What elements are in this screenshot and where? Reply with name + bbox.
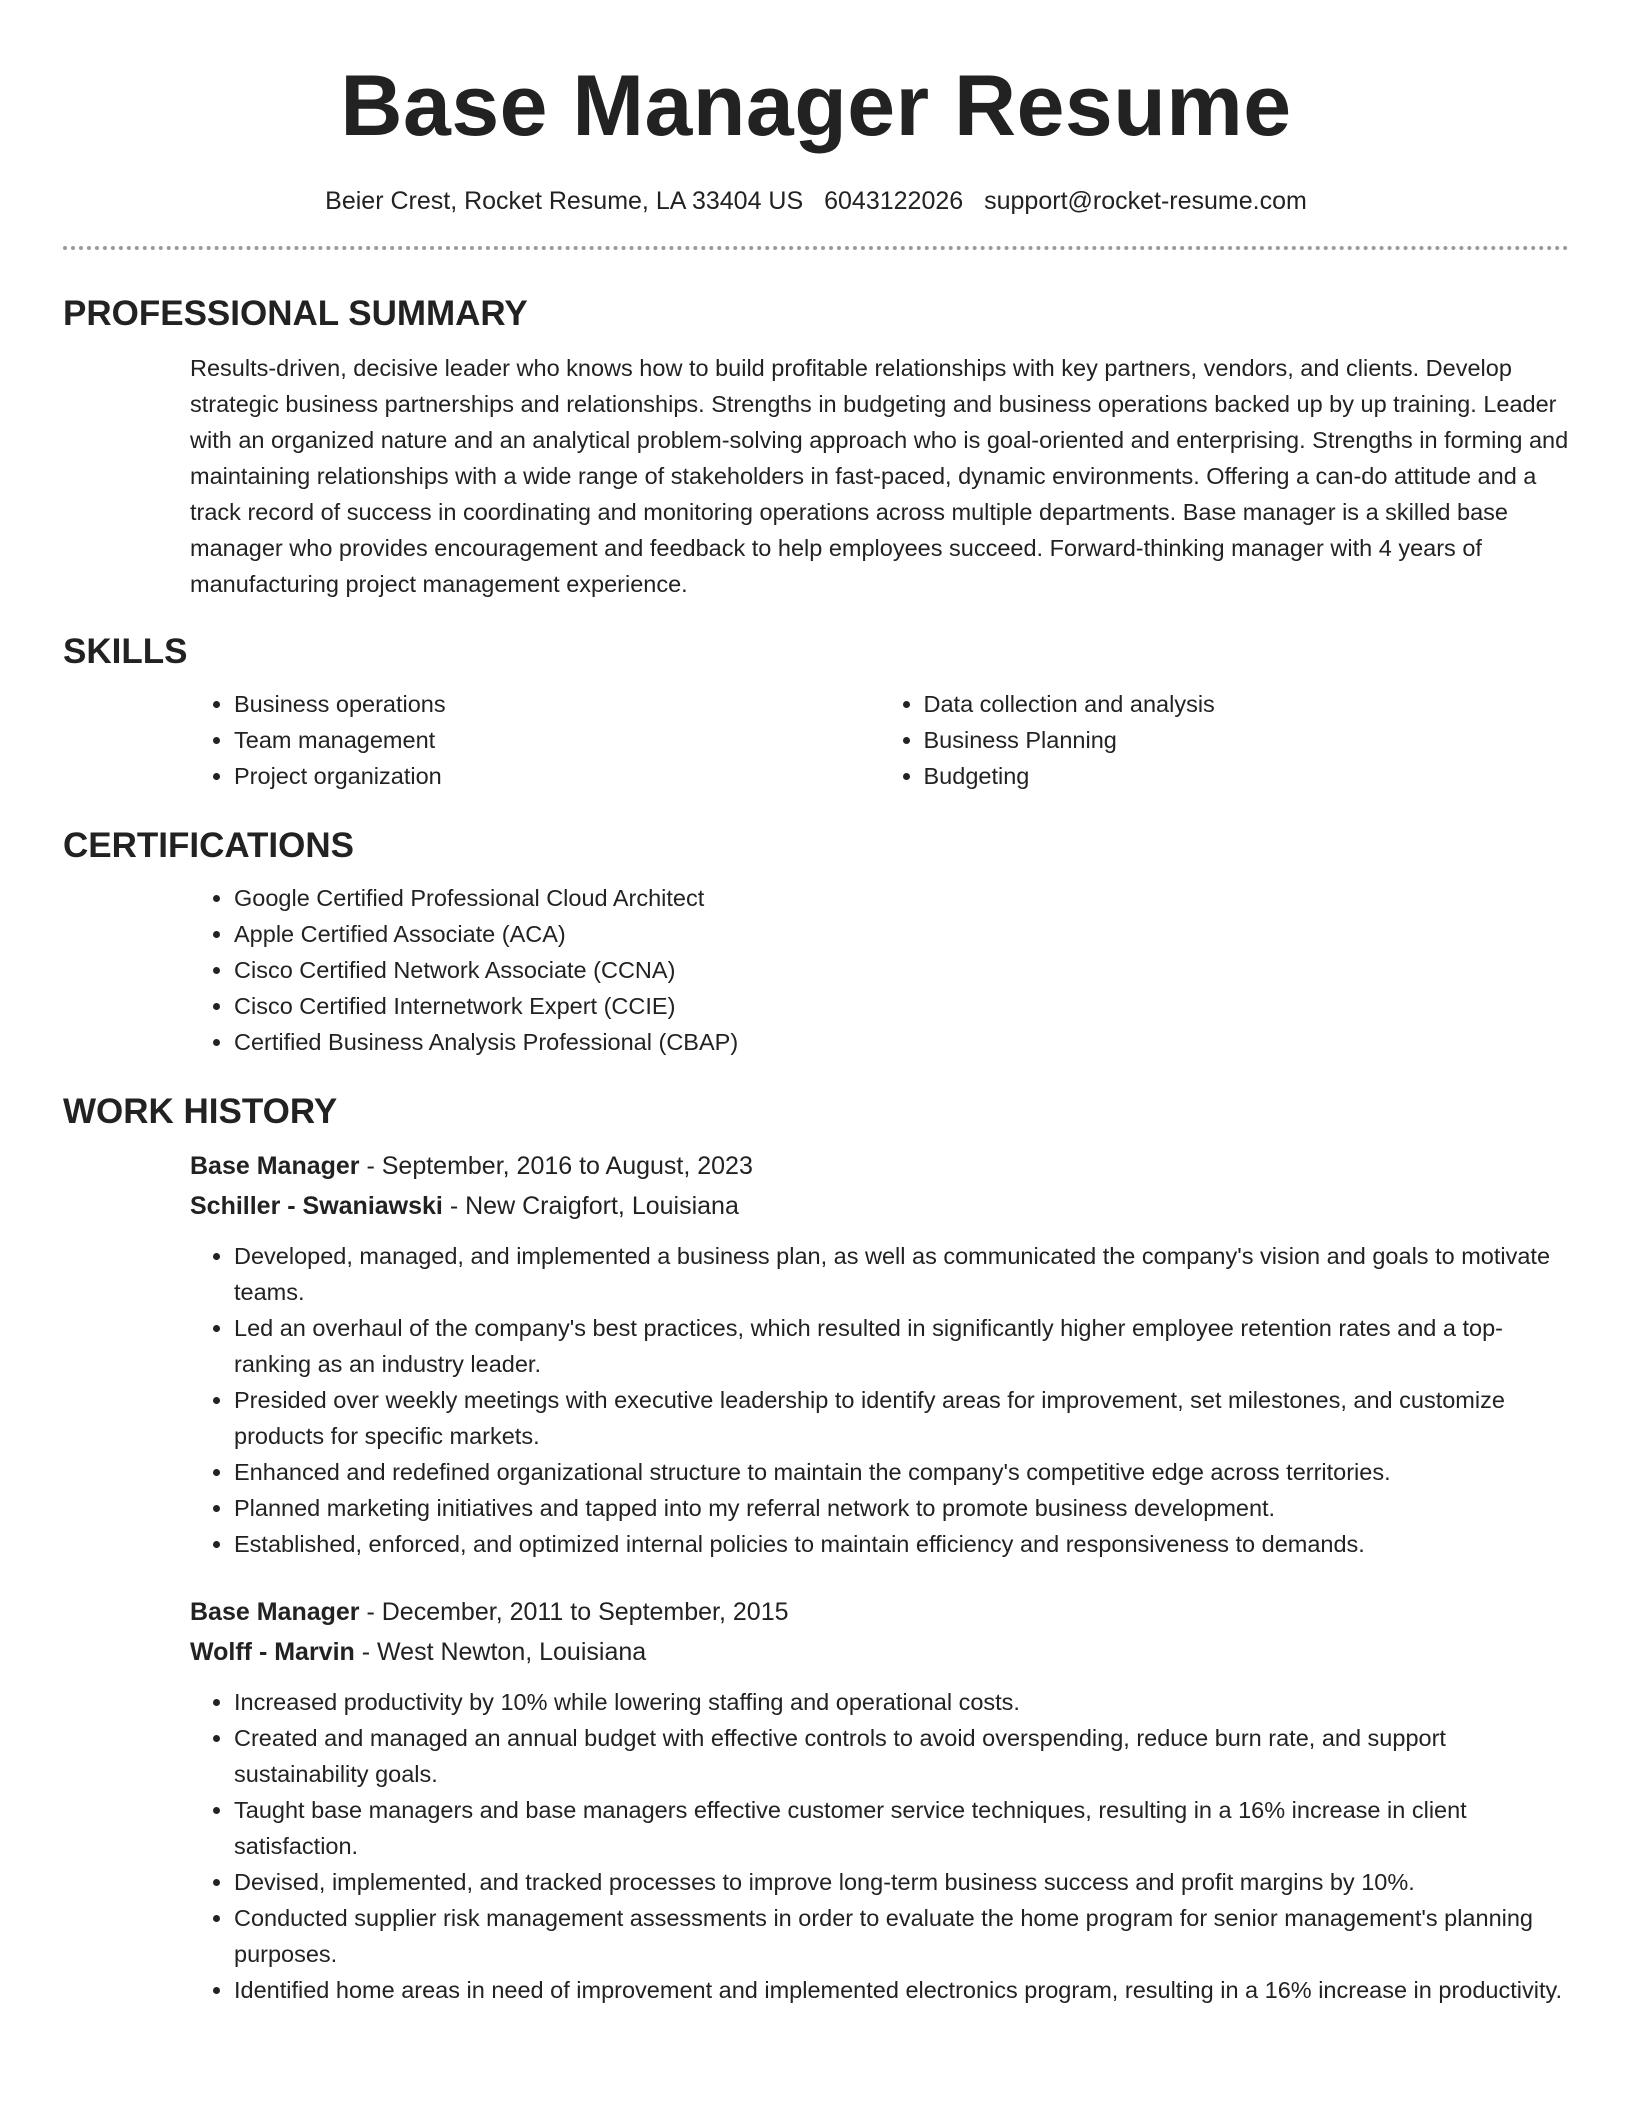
job-entry: [63, 1592, 1569, 2008]
job-bullet: • Established, enforced, and optimized internal policies to maintain efficiency and responsiveness to demands.: [234, 1526, 1569, 1562]
job-company-line: [190, 1186, 1569, 1226]
skills-section: [63, 686, 1569, 794]
job-bullet: • Identified home areas in need of improvement and implemented electronics program, resulting in a 16% increase in productivity.: [234, 1972, 1569, 2008]
skill-item: • Business Planning: [924, 722, 1570, 758]
job-company-line: [190, 1632, 1569, 1672]
contact-line: [63, 184, 1569, 218]
certifications-heading: CERTIFICATIONS: [63, 826, 355, 865]
skill-item: • Team management: [234, 722, 880, 758]
job-company: Schiller - Swaniawski: [190, 1192, 443, 1220]
certification-item: • Cisco Certified Internetwork Expert (CCIE): [234, 988, 1569, 1024]
skills-list-left: [190, 686, 880, 794]
job-bullet: • Planned marketing initiatives and tapped into my referral network to promote business development.: [234, 1490, 1569, 1526]
job-role: Base Manager: [190, 1152, 360, 1180]
work-history-heading: WORK HISTORY: [63, 1092, 338, 1131]
resume-name: Base Manager Resume: [340, 58, 1292, 154]
job-bullet: • Enhanced and redefined organizational structure to maintain the company's competitive edge across territories.: [234, 1454, 1569, 1490]
job-dates: - September, 2016 to August, 2023: [359, 1152, 753, 1180]
contact-address: Beier Crest, Rocket Resume, LA 33404 US: [325, 187, 804, 215]
certifications-section: [63, 880, 1569, 1060]
job-company: Wolff - Marvin: [190, 1638, 355, 1666]
skill-item: • Budgeting: [924, 758, 1570, 794]
job-bullet: • Created and managed an annual budget with effective controls to avoid overspending, reduce burn rate, and support sustainability goals.: [234, 1720, 1569, 1792]
summary-text: Results-driven, decisive leader who knows how to build profitable relationships with key partners, vendors, and clients. Develop strategic business partnerships and relationships. Strengths in budgeting and business operations backed up by up training. Leader with an organized nature and an analytical problem-solving approach who is goal-oriented and enterprising. Strengths in forming and maintaining relationships with a wide range of stakeholders in fast-paced, dynamic environments. Offering a can-do attitude and a track record of success in coordinating and monitoring operations across multiple departments. Base manager is a skilled base manager who provides encouragement and feedback to help employees succeed. Forward-thinking manager with 4 years of manufacturing project management experience.: [190, 355, 1569, 597]
skill-item: • Business operations: [234, 686, 880, 722]
job-title-line: [190, 1592, 1569, 1632]
job-dates: - December, 2011 to September, 2015: [359, 1598, 789, 1626]
job-title-line: [190, 1146, 1569, 1186]
job-bullets: [190, 1238, 1569, 1562]
certification-item: • Cisco Certified Network Associate (CCNA): [234, 952, 1569, 988]
skills-heading: SKILLS: [63, 632, 188, 671]
job-bullets: [190, 1684, 1569, 2008]
job-location: - New Craigfort, Louisiana: [442, 1192, 739, 1220]
skill-item: • Data collection and analysis: [924, 686, 1570, 722]
skills-grid: [190, 686, 1569, 794]
job-entry: [63, 1146, 1569, 1562]
contact-email: support@rocket-resume.com: [984, 187, 1307, 215]
skills-list-right: [880, 686, 1570, 794]
summary-section: [63, 350, 1569, 602]
header-divider: [63, 246, 1569, 250]
job-location: - West Newton, Louisiana: [354, 1638, 647, 1666]
job-role: Base Manager: [190, 1598, 360, 1626]
job-bullet: • Presided over weekly meetings with executive leadership to identify areas for improvement, set milestones, and customize products for specific markets.: [234, 1382, 1569, 1454]
skill-item: • Project organization: [234, 758, 880, 794]
summary-heading: PROFESSIONAL SUMMARY: [63, 294, 528, 333]
contact-phone: 6043122026: [824, 187, 964, 215]
certification-item: • Apple Certified Associate (ACA): [234, 916, 1569, 952]
job-bullet: • Devised, implemented, and tracked processes to improve long-term business success and profit margins by 10%.: [234, 1864, 1569, 1900]
job-bullet: • Conducted supplier risk management assessments in order to evaluate the home program for senior management's planning purposes.: [234, 1900, 1569, 1972]
certification-item: • Google Certified Professional Cloud Architect: [234, 880, 1569, 916]
job-bullet: • Taught base managers and base managers effective customer service techniques, resulting in a 16% increase in client satisfaction.: [234, 1792, 1569, 1864]
job-bullet: • Developed, managed, and implemented a business plan, as well as communicated the company's vision and goals to motivate teams.: [234, 1238, 1569, 1310]
certifications-list: [190, 880, 1569, 1060]
job-bullet: • Led an overhaul of the company's best practices, which resulted in significantly higher employee retention rates and a top-ranking as an industry leader.: [234, 1310, 1569, 1382]
job-bullet: • Increased productivity by 10% while lowering staffing and operational costs.: [234, 1684, 1569, 1720]
certification-item: • Certified Business Analysis Professional (CBAP): [234, 1024, 1569, 1060]
